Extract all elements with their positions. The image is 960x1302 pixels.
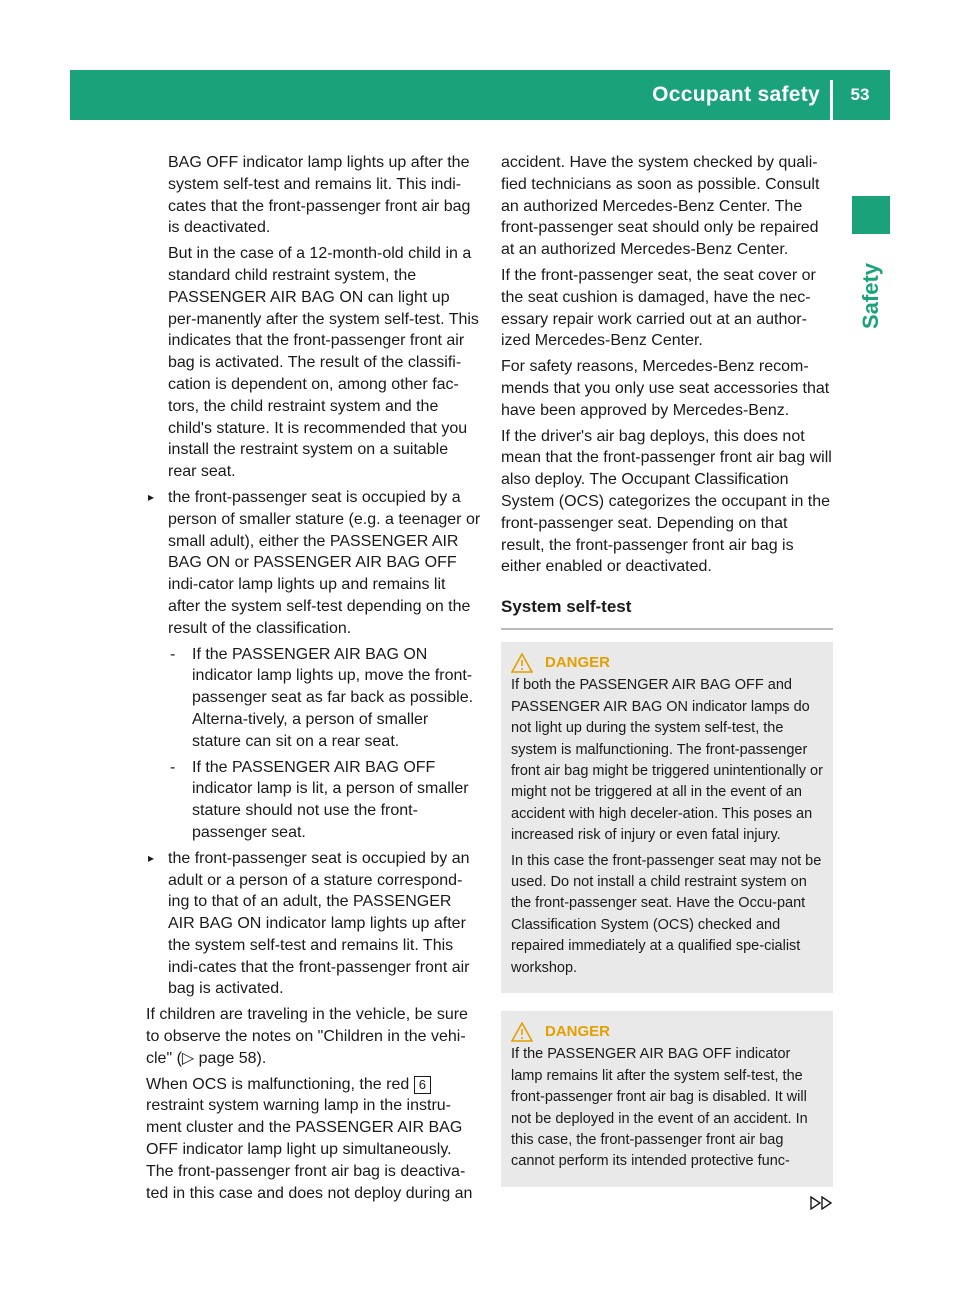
danger-text: If both the PASSENGER AIR BAG OFF and PASSENGER AIR BAG ON indicator lamps do not light up during the system self-test, the system is malfunctioning. The front-passenger front air bag might be triggered unintentionally or might not be triggered at all in the event of an accident with high deceler-ation. This poses an increased risk of injury or even fatal injury.	[511, 677, 823, 844]
paragraph: For safety reasons, Mercedes-Benz recom-mends that you only use seat accessories that have been approved by Mercedes-Benz.	[501, 358, 830, 419]
danger-label: DANGER	[545, 653, 611, 671]
paragraph-text: restraint system warning lamp in the instru-ment cluster and the PASSENGER AIR BAG OFF indicator lamp light up simultaneously. The front-passenger front air bag is deactiva-ted in this case and does not deploy during an	[146, 1097, 473, 1202]
paragraph	[146, 1074, 481, 1205]
chapter-tab	[852, 256, 890, 336]
dash-item: - If the PASSENGER AIR BAG ON indicator lamp lights up, move the front-passenger seat as far back as possible. Alterna-tively, a person of smaller stature can sit on a rear seat.	[146, 644, 481, 753]
danger-text: In this case the front-passenger seat may not be used. Do not install a child restraint system on the front-passenger seat. Have the Occu-pant Classification System (OCS) checked and repaired immediately at a qualified spe-cialist workshop.	[511, 852, 822, 976]
danger-box	[501, 642, 833, 993]
section-heading: System self-test	[501, 596, 833, 630]
page-number: 53	[850, 85, 870, 104]
warning-triangle-icon	[511, 1022, 533, 1042]
danger-header	[511, 652, 823, 673]
paragraph: If children are traveling in the vehicle, be sure to observe the notes on "Children in the vehi-cle" (▷ page 58).	[146, 1006, 468, 1067]
restraint-warning-icon: 6	[414, 1076, 431, 1094]
dash-item: - If the PASSENGER AIR BAG OFF indicator lamp is lit, a person of smaller stature should not use the front-passenger seat.	[146, 757, 481, 844]
chapter-marker	[852, 196, 890, 234]
danger-text: If the PASSENGER AIR BAG OFF indicator lamp remains lit after the system self-test, the front-passenger front air bag is disabled. It will not be deployed in the event of an accident. In this case, the front-passenger front air bag cannot perform its intended protective func-	[511, 1046, 808, 1170]
chapter-tab-label: Safety	[858, 262, 884, 330]
danger-label: DANGER	[545, 1023, 611, 1041]
warning-triangle-icon	[511, 653, 533, 673]
bullet-item: ▸ the front-passenger seat is occupied by a person of smaller stature (e.g. a teenager or small adult), either the PASSENGER AIR BAG ON or PASSENGER AIR BAG OFF indi-cator lamp lights up and remains lit after the system self-test depending on the result of the classification.	[146, 487, 481, 640]
paragraph: If the front-passenger seat, the seat cover or the seat cushion is damaged, have the nec-essary repair work carried out at an author-ized Mercedes-Benz Center.	[501, 266, 816, 350]
left-column	[146, 152, 481, 1208]
paragraph: accident. Have the system checked by quali-fied technicians as soon as possible. Consult an authorized Mercedes-Benz Center. The front-passenger seat should only be repaired at an authorized Mercedes-Benz Center.	[501, 154, 820, 259]
header-bar	[70, 70, 890, 120]
paragraph: If the driver's air bag deploys, this does not mean that the front-passenger front air bag will also deploy. The Occupant Classification System (OCS) categorizes the occupant in the front-passenger seat. Depending on that result, the front-passenger front air bag is either enabled or deactivated.	[501, 427, 832, 576]
paragraph-text: When OCS is malfunctioning, the red	[146, 1075, 414, 1093]
paragraph: But in the case of a 12-month-old child in a standard child restraint system, the PASSENGER AIR BAG ON can light up per-manently after the system self-test. This indicates that the front-passenger front air bag is activated. The result of the classifi-cation is dependent on, among other fac-tors, the child restraint system and the child's stature. It is recommended that you install the restraint system on a suitable rear seat.	[168, 245, 479, 481]
continue-arrows-icon	[810, 1196, 834, 1210]
right-column	[501, 152, 833, 1205]
danger-box	[501, 1011, 833, 1187]
danger-header	[511, 1021, 823, 1042]
bullet-item: ▸ the front-passenger seat is occupied by an adult or a person of a stature correspond-ing to that of an adult, the PASSENGER AIR BAG ON indicator lamp lights up after the system self-test and remains lit. This indi-cates that the front-passenger front air bag is activated.	[146, 848, 481, 1001]
page-title: Occupant safety	[652, 83, 820, 106]
header-divider	[830, 80, 833, 120]
paragraph: BAG OFF indicator lamp lights up after the system self-test and remains lit. This indi-cates that the front-passenger front air bag is deactivated.	[168, 154, 471, 237]
